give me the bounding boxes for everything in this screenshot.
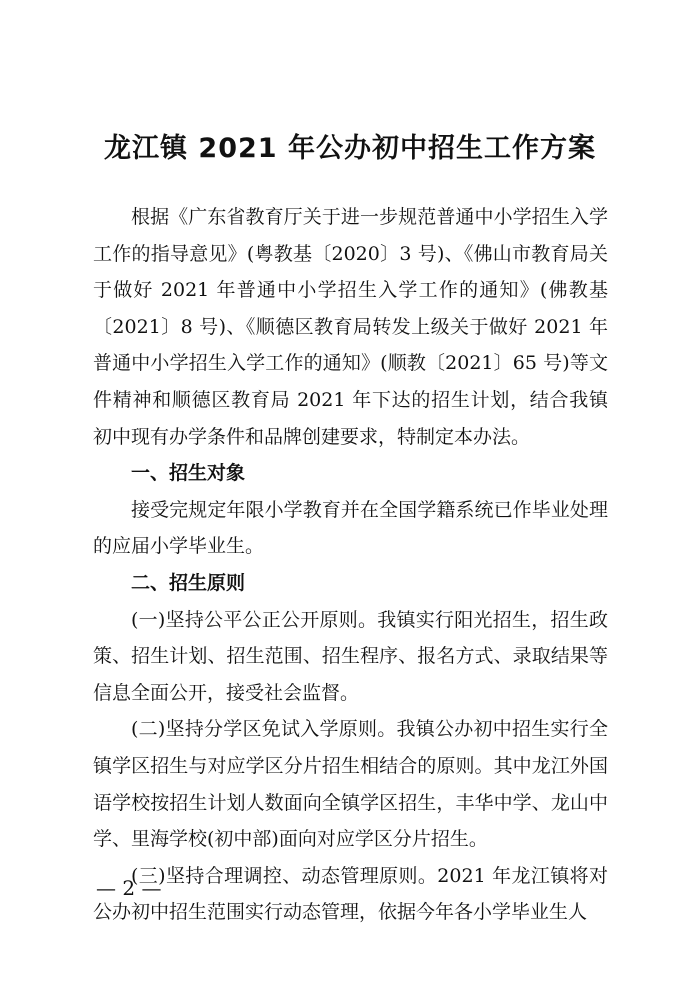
section-heading-recruitment-principles: 二、招生原则 — [131, 571, 246, 594]
principle-1-paragraph: (一)坚持公平公正公开原则。我镇实行阳光招生，招生政策、招生计划、招生范围、招生程序、报名方式、录取结果等信息全面公开，接受社会监督。 — [93, 608, 608, 704]
document-body — [93, 199, 608, 931]
principle-3-paragraph: (三)坚持合理调控、动态管理原则。2021 年龙江镇将对公办初中招生范围实行动态管理，依据今年各小学毕业生人 — [93, 864, 608, 924]
page-number: — 2 — — [96, 876, 162, 900]
principle-2-paragraph: (二)坚持分学区免试入学原则。我镇公办初中招生实行全镇学区招生与对应学区分片招生相结合的原则。其中龙江外国语学校按招生计划人数面向全镇学区招生，丰华中学、龙山中学、里海学校(初中部)面向对应学区分片招生。 — [93, 718, 608, 851]
section-heading-recruitment-target: 一、招生对象 — [131, 462, 246, 485]
recruitment-target-paragraph: 接受完规定年限小学教育并在全国学籍系统已作毕业处理的应届小学毕业生。 — [93, 498, 608, 558]
intro-paragraph: 根据《广东省教育厅关于进一步规范普通中小学招生入学工作的指导意见》(粤教基〔2020〕3 号)、《佛山市教育局关于做好 2021 年普通中小学招生入学工作的通知》(佛教基〔2021〕8 号)、《顺德区教育局转发上级关于做好 2021 年普通中小学招生入学工作的通知》(顺教〔2021〕65 号)等文件精神和顺德区教育局 2021 年下达的招生计划，结合我镇初中现有办学条件和品牌创建要求，特制定本办法。 — [93, 206, 608, 448]
document-title: 龙江镇 2021 年公办初中招生工作方案 — [104, 133, 596, 164]
